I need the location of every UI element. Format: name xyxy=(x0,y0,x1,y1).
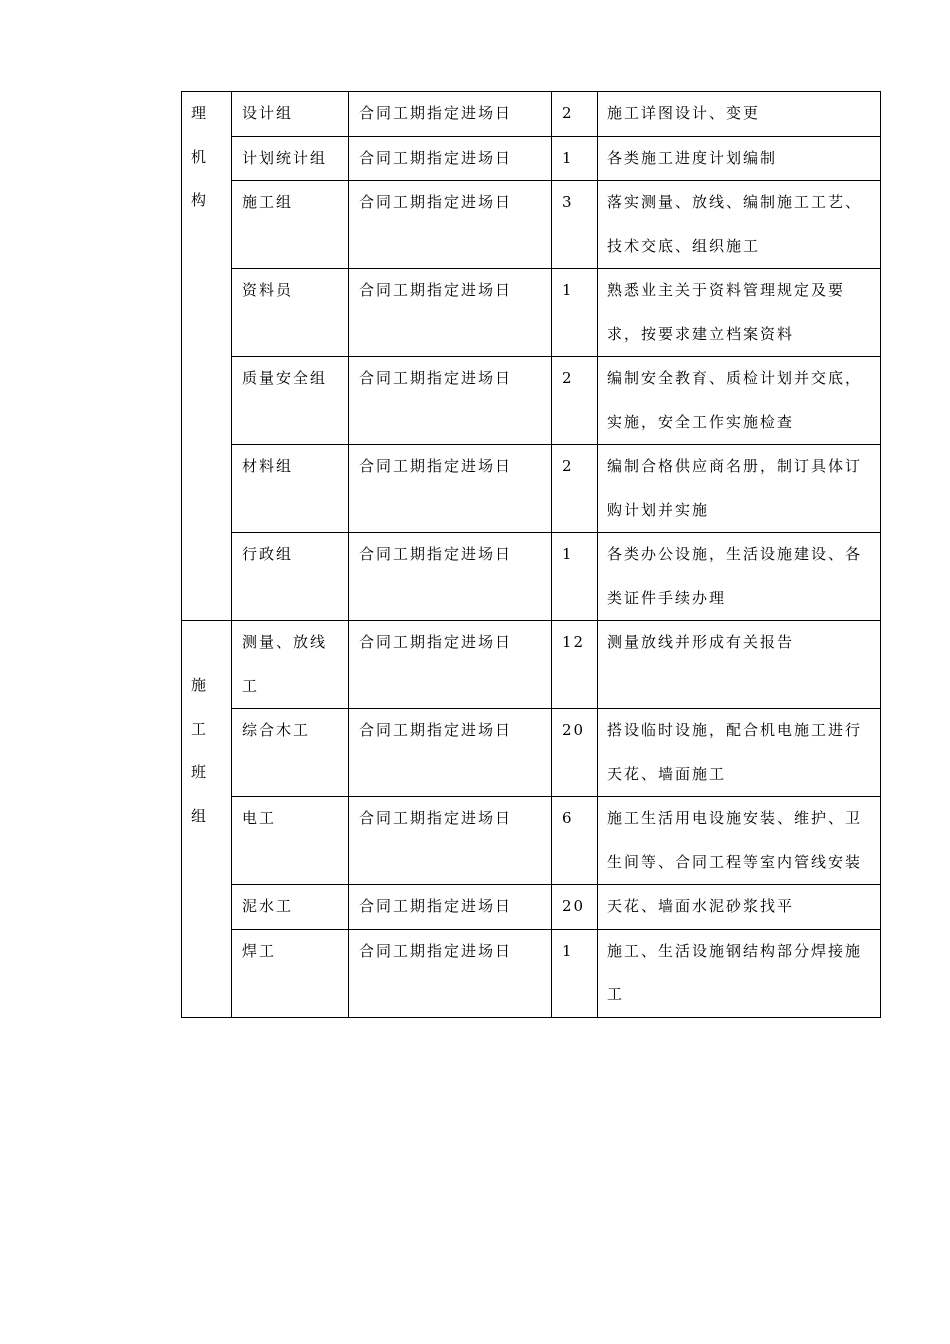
table-row xyxy=(182,92,881,137)
duty-cell xyxy=(598,181,881,269)
role-name: 施工组 xyxy=(242,193,294,211)
headcount: 1 xyxy=(562,148,574,167)
headcount: 1 xyxy=(562,545,574,563)
headcount-cell xyxy=(552,269,598,357)
role-name: 电工 xyxy=(242,809,277,827)
headcount-cell xyxy=(552,929,598,1017)
headcount: 20 xyxy=(562,897,586,915)
start-date: 合同工期指定进场日 xyxy=(359,545,513,563)
role-name: 资料员 xyxy=(242,281,294,299)
headcount: 2 xyxy=(562,104,574,122)
headcount: 3 xyxy=(562,193,574,211)
headcount-cell xyxy=(552,357,598,445)
group-label-line: 理 xyxy=(191,104,209,122)
staffing-table xyxy=(181,91,881,1018)
duty-line: 测量放线并形成有关报告 xyxy=(607,633,795,651)
start-date-cell xyxy=(349,533,552,621)
duty-line: 落实测量、放线、编制施工工艺、 xyxy=(607,193,863,211)
duty-cell xyxy=(598,621,881,709)
role-name-cell xyxy=(232,136,349,181)
headcount-cell xyxy=(552,181,598,269)
start-date: 合同工期指定进场日 xyxy=(359,148,513,167)
role-name: 材料组 xyxy=(242,457,294,475)
duty-line: 施工详图设计、变更 xyxy=(607,104,761,122)
duty-line: 编制安全教育、质检计划并交底， xyxy=(607,369,863,387)
group-label-line: 施 xyxy=(191,676,209,694)
duty-line: 生间等、合同工程等室内管线安装 xyxy=(607,852,863,871)
duty-line: 各类施工进度计划编制 xyxy=(607,148,778,167)
start-date: 合同工期指定进场日 xyxy=(359,104,513,122)
headcount: 1 xyxy=(562,941,574,960)
start-date: 合同工期指定进场日 xyxy=(359,809,513,827)
headcount: 12 xyxy=(562,633,586,651)
headcount-cell xyxy=(552,445,598,533)
duty-line: 搭设临时设施，配合机电施工进行 xyxy=(607,721,863,739)
table-row xyxy=(182,181,881,269)
start-date-cell xyxy=(349,709,552,797)
table-row xyxy=(182,885,881,930)
headcount-cell xyxy=(552,797,598,885)
start-date-cell xyxy=(349,885,552,930)
group-label-crews xyxy=(182,621,232,1018)
role-name: 设计组 xyxy=(242,104,294,122)
role-name-cell xyxy=(232,621,349,709)
table-row xyxy=(182,797,881,885)
start-date: 合同工期指定进场日 xyxy=(359,369,513,387)
duty-cell xyxy=(598,929,881,1017)
duty-line: 技术交底、组织施工 xyxy=(607,236,761,255)
group-label-management xyxy=(182,92,232,621)
headcount-cell xyxy=(552,885,598,930)
table-row xyxy=(182,533,881,621)
start-date-cell xyxy=(349,181,552,269)
group-label-line: 组 xyxy=(191,806,209,825)
start-date-cell xyxy=(349,357,552,445)
duty-line: 购计划并实施 xyxy=(607,500,710,519)
group-label-line: 机 xyxy=(191,147,209,166)
start-date: 合同工期指定进场日 xyxy=(359,897,513,915)
role-name-cell xyxy=(232,709,349,797)
role-name: 泥水工 xyxy=(242,897,294,915)
start-date-cell xyxy=(349,929,552,1017)
role-name-cell xyxy=(232,929,349,1017)
duty-line: 实施，安全工作实施检查 xyxy=(607,412,795,431)
headcount: 20 xyxy=(562,721,586,739)
table-row xyxy=(182,269,881,357)
group-label-line: 班 xyxy=(191,763,209,781)
start-date: 合同工期指定进场日 xyxy=(359,281,513,299)
duty-line: 天花、墙面施工 xyxy=(607,764,727,783)
start-date-cell xyxy=(349,797,552,885)
duty-line: 编制合格供应商名册，制订具体订 xyxy=(607,457,863,475)
role-name-cell xyxy=(232,797,349,885)
headcount-cell xyxy=(552,621,598,709)
duty-line: 熟悉业主关于资料管理规定及要 xyxy=(607,281,846,299)
duty-cell xyxy=(598,533,881,621)
duty-line: 施工生活用电设施安装、维护、卫 xyxy=(607,809,863,827)
role-name-cell xyxy=(232,269,349,357)
start-date-cell xyxy=(349,269,552,357)
start-date-cell xyxy=(349,92,552,137)
headcount-cell xyxy=(552,92,598,137)
duty-line: 天花、墙面水泥砂浆找平 xyxy=(607,897,795,915)
start-date-cell xyxy=(349,136,552,181)
headcount: 2 xyxy=(562,457,574,475)
role-name: 行政组 xyxy=(242,545,294,563)
duty-cell xyxy=(598,136,881,181)
role-name: 测量、放线 xyxy=(242,633,328,651)
role-name: 综合木工 xyxy=(242,721,311,739)
start-date: 合同工期指定进场日 xyxy=(359,721,513,739)
start-date-cell xyxy=(349,621,552,709)
start-date: 合同工期指定进场日 xyxy=(359,457,513,475)
role-name: 工 xyxy=(242,676,260,695)
headcount: 2 xyxy=(562,369,574,387)
duty-line: 求，按要求建立档案资料 xyxy=(607,324,795,343)
headcount-cell xyxy=(552,709,598,797)
duty-cell xyxy=(598,92,881,137)
duty-line: 施工、生活设施钢结构部分焊接施 xyxy=(607,941,863,960)
group-label-line: 工 xyxy=(191,719,209,738)
role-name-cell xyxy=(232,445,349,533)
table-row xyxy=(182,445,881,533)
role-name: 计划统计组 xyxy=(242,148,328,167)
duty-cell xyxy=(598,885,881,930)
role-name: 焊工 xyxy=(242,941,277,960)
duty-cell xyxy=(598,709,881,797)
duty-line: 类证件手续办理 xyxy=(607,588,727,607)
duty-cell xyxy=(598,797,881,885)
headcount: 1 xyxy=(562,281,574,299)
duty-line: 工 xyxy=(607,985,625,1003)
headcount-cell xyxy=(552,533,598,621)
start-date: 合同工期指定进场日 xyxy=(359,193,513,211)
role-name: 质量安全组 xyxy=(242,369,328,387)
start-date: 合同工期指定进场日 xyxy=(359,941,513,960)
role-name-cell xyxy=(232,885,349,930)
duty-cell xyxy=(598,269,881,357)
group-label-line: 构 xyxy=(191,191,209,209)
headcount-cell xyxy=(552,136,598,181)
table-row xyxy=(182,929,881,1017)
role-name-cell xyxy=(232,92,349,137)
role-name-cell xyxy=(232,533,349,621)
duty-line: 各类办公设施，生活设施建设、各 xyxy=(607,545,863,563)
duty-cell xyxy=(598,357,881,445)
table-row xyxy=(182,709,881,797)
role-name-cell xyxy=(232,181,349,269)
start-date-cell xyxy=(349,445,552,533)
duty-cell xyxy=(598,445,881,533)
table-row xyxy=(182,357,881,445)
headcount: 6 xyxy=(562,809,574,827)
start-date: 合同工期指定进场日 xyxy=(359,633,513,651)
table-row xyxy=(182,136,881,181)
role-name-cell xyxy=(232,357,349,445)
table-row xyxy=(182,621,881,709)
